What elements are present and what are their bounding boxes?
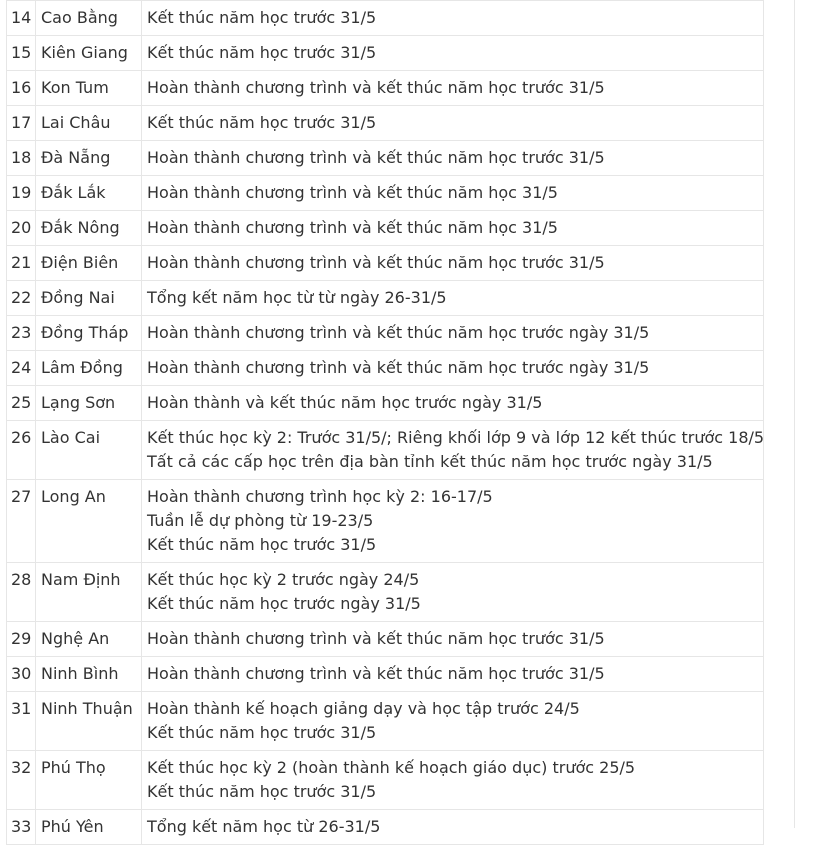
schedule-description <box>142 692 764 751</box>
table-row <box>7 351 764 386</box>
province-name: Lào Cai <box>36 421 142 480</box>
province-name: Phú Thọ <box>36 751 142 810</box>
row-number: 22 <box>7 281 36 316</box>
row-number: 33 <box>7 810 36 845</box>
description-line: Kết thúc năm học trước ngày 31/5 <box>147 594 421 613</box>
table-row <box>7 751 764 810</box>
description-line: Tổng kết năm học từ 26-31/5 <box>147 817 381 836</box>
schedule-description <box>142 751 764 810</box>
table-row <box>7 1 764 36</box>
table-row <box>7 106 764 141</box>
province-name: Ninh Bình <box>36 657 142 692</box>
schedule-description <box>142 246 764 281</box>
description-line: Tuần lễ dự phòng từ 19-23/5 <box>147 511 374 530</box>
row-number: 32 <box>7 751 36 810</box>
scrollbar-divider <box>794 0 795 828</box>
table-row <box>7 421 764 480</box>
table-row <box>7 480 764 563</box>
description-line: Tổng kết năm học từ từ ngày 26-31/5 <box>147 288 447 307</box>
description-line: Hoàn thành kế hoạch giảng dạy và học tập trước 24/5 <box>147 699 580 718</box>
province-name: Đắk Nông <box>36 211 142 246</box>
schedule-description <box>142 141 764 176</box>
province-name: Phú Yên <box>36 810 142 845</box>
description-line: Hoàn thành chương trình và kết thúc năm học trước 31/5 <box>147 664 605 683</box>
row-number: 15 <box>7 36 36 71</box>
description-line: Hoàn thành chương trình và kết thúc năm học trước 31/5 <box>147 253 605 272</box>
row-number: 31 <box>7 692 36 751</box>
table-row <box>7 36 764 71</box>
province-name: Lạng Sơn <box>36 386 142 421</box>
province-name: Long An <box>36 480 142 563</box>
table-row <box>7 563 764 622</box>
table-row <box>7 176 764 211</box>
row-number: 16 <box>7 71 36 106</box>
schedule-description <box>142 36 764 71</box>
province-name: Cao Bằng <box>36 1 142 36</box>
description-line: Hoàn thành chương trình và kết thúc năm học trước ngày 31/5 <box>147 358 650 377</box>
description-line: Hoàn thành chương trình học kỳ 2: 16-17/5 <box>147 487 493 506</box>
schedule-description <box>142 281 764 316</box>
description-line: Hoàn thành chương trình và kết thúc năm học trước ngày 31/5 <box>147 323 650 342</box>
province-name: Ninh Thuận <box>36 692 142 751</box>
row-number: 23 <box>7 316 36 351</box>
row-number: 29 <box>7 622 36 657</box>
province-name: Kiên Giang <box>36 36 142 71</box>
province-name: Điện Biên <box>36 246 142 281</box>
description-line: Kết thúc học kỳ 2: Trước 31/5/; Riêng khối lớp 9 và lớp 12 kết thúc trước 18/5 <box>147 428 765 447</box>
province-name: Lai Châu <box>36 106 142 141</box>
row-number: 27 <box>7 480 36 563</box>
schedule-description <box>142 563 764 622</box>
province-name: Kon Tum <box>36 71 142 106</box>
schedule-description <box>142 622 764 657</box>
schedule-description <box>142 386 764 421</box>
schedule-description <box>142 176 764 211</box>
table-row <box>7 692 764 751</box>
table-row <box>7 810 764 845</box>
row-number: 24 <box>7 351 36 386</box>
schedule-description <box>142 1 764 36</box>
description-line: Kết thúc năm học trước 31/5 <box>147 723 377 742</box>
province-name: Đà Nẵng <box>36 141 142 176</box>
schedule-description <box>142 351 764 386</box>
description-line: Kết thúc học kỳ 2 trước ngày 24/5 <box>147 570 420 589</box>
description-line: Tất cả các cấp học trên địa bàn tỉnh kết thúc năm học trước ngày 31/5 <box>147 452 713 471</box>
schedule-description <box>142 810 764 845</box>
province-name: Đắk Lắk <box>36 176 142 211</box>
row-number: 14 <box>7 1 36 36</box>
schedule-description <box>142 657 764 692</box>
table-row <box>7 211 764 246</box>
description-line: Kết thúc năm học trước 31/5 <box>147 8 377 27</box>
table-row <box>7 281 764 316</box>
row-number: 20 <box>7 211 36 246</box>
table-row <box>7 141 764 176</box>
table-row <box>7 657 764 692</box>
row-number: 18 <box>7 141 36 176</box>
schedule-table-wrapper <box>6 0 764 845</box>
schedule-description <box>142 106 764 141</box>
table-row <box>7 622 764 657</box>
row-number: 28 <box>7 563 36 622</box>
table-row <box>7 246 764 281</box>
table-row <box>7 71 764 106</box>
row-number: 17 <box>7 106 36 141</box>
school-year-table <box>6 0 764 845</box>
description-line: Hoàn thành chương trình và kết thúc năm học trước 31/5 <box>147 148 605 167</box>
schedule-description <box>142 480 764 563</box>
schedule-description <box>142 421 764 480</box>
description-line: Hoàn thành chương trình và kết thúc năm học trước 31/5 <box>147 629 605 648</box>
schedule-description <box>142 316 764 351</box>
table-row <box>7 316 764 351</box>
row-number: 19 <box>7 176 36 211</box>
row-number: 25 <box>7 386 36 421</box>
province-name: Đồng Tháp <box>36 316 142 351</box>
province-name: Lâm Đồng <box>36 351 142 386</box>
schedule-description <box>142 71 764 106</box>
schedule-description <box>142 211 764 246</box>
description-line: Hoàn thành chương trình và kết thúc năm học 31/5 <box>147 218 558 237</box>
description-line: Hoàn thành chương trình và kết thúc năm học trước 31/5 <box>147 78 605 97</box>
description-line: Kết thúc năm học trước 31/5 <box>147 535 377 554</box>
row-number: 30 <box>7 657 36 692</box>
description-line: Kết thúc năm học trước 31/5 <box>147 782 377 801</box>
description-line: Kết thúc học kỳ 2 (hoàn thành kế hoạch giáo dục) trước 25/5 <box>147 758 636 777</box>
description-line: Kết thúc năm học trước 31/5 <box>147 113 377 132</box>
table-row <box>7 386 764 421</box>
row-number: 21 <box>7 246 36 281</box>
province-name: Nghệ An <box>36 622 142 657</box>
table-body <box>7 1 764 845</box>
province-name: Đồng Nai <box>36 281 142 316</box>
province-name: Nam Định <box>36 563 142 622</box>
description-line: Hoàn thành chương trình và kết thúc năm học 31/5 <box>147 183 558 202</box>
description-line: Hoàn thành và kết thúc năm học trước ngày 31/5 <box>147 393 543 412</box>
description-line: Kết thúc năm học trước 31/5 <box>147 43 377 62</box>
row-number: 26 <box>7 421 36 480</box>
